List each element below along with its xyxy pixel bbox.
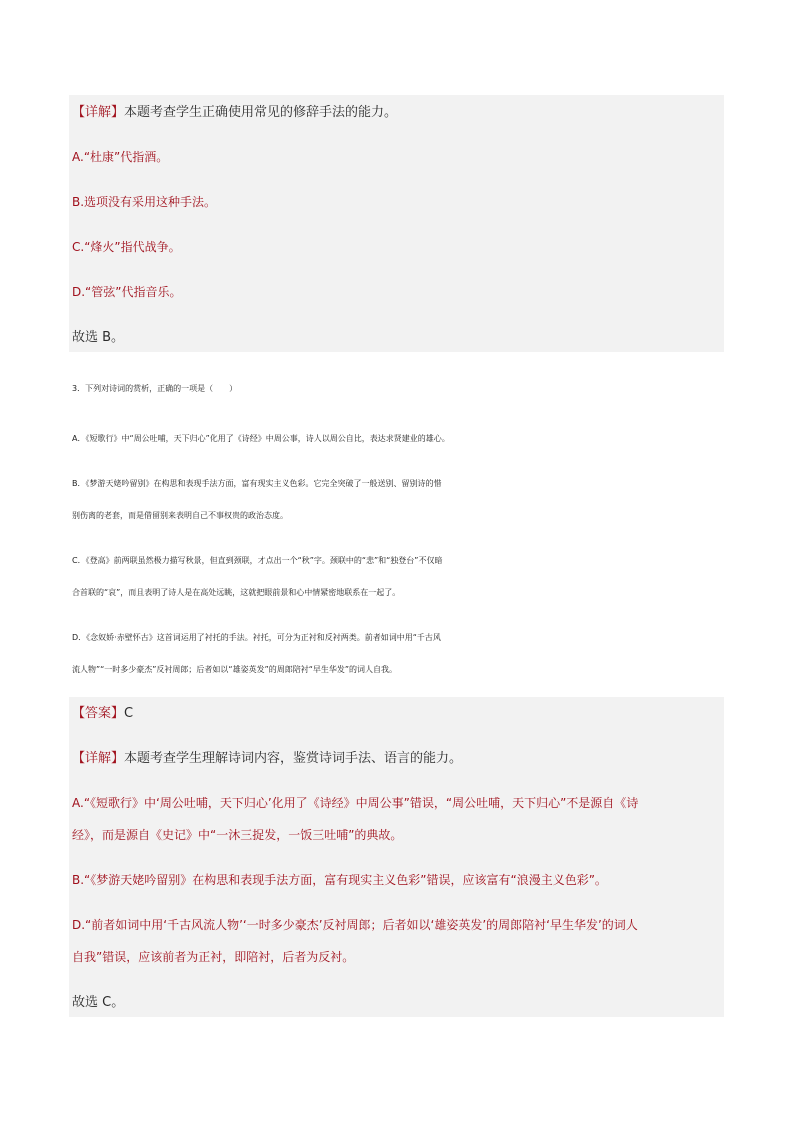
detail-line [72, 751, 720, 766]
explanation-block-1 [69, 95, 724, 352]
conclusion-text: 故选 B。 [72, 330, 125, 345]
answer-tag: 【答案】 [72, 706, 125, 721]
option-c-line-2: 合首联的“哀”，而且表明了诗人是在高处远眺，这就把眼前景和心中情紧密地联系在一起了。 [72, 588, 401, 597]
answer-value: C [124, 706, 134, 721]
detail-text: 本题考查学生正确使用常见的修辞手法的能力。 [124, 105, 398, 120]
explanation-a-line-1: A.“《短歌行》中‘周公吐哺，天下归心’化用了《诗经》中周公事”错误，“周公吐哺，天下归心”不是源自《诗 [72, 796, 639, 810]
option-d-line-1: D．《念奴娇·赤壁怀古》这首词运用了衬托的手法。衬托，可分为正衬和反衬两类。前者如词中用“千古风 [72, 633, 441, 642]
explanation-b-line-1: B.“《梦游天姥吟留别》在构思和表现手法方面，富有现实主义色彩”错误，应该富有“浪漫主义色彩”。 [72, 873, 607, 887]
detail-tag: 【详解】 [72, 751, 125, 766]
explanation-d-line-2: 自我”错误，应该前者为正衬，即陪衬，后者为反衬。 [72, 950, 355, 964]
answer-line [72, 706, 720, 721]
option-b-line-1: B．《梦游天姥吟留别》在构思和表现手法方面，富有现实主义色彩。它完全突破了一般送别、留别诗的惜 [72, 479, 442, 488]
question-stem: 3．下列对诗词的赏析，正确的一项是（ ） [72, 384, 238, 393]
detail-line [72, 105, 720, 120]
explanation-line-d: D.“管弦”代指音乐。 [72, 285, 182, 299]
detail-tag: 【详解】 [72, 105, 125, 120]
option-b-line-2: 别伤离的老套，而是借留别来表明自己不事权贵的政治态度。 [72, 511, 288, 520]
explanation-d-line-1: D.“前者如词中用‘千古风流人物’‘一时多少豪杰’反衬周郎；后者如以‘雄姿英发’的周郎陪衬‘早生华发’的词人 [72, 918, 638, 932]
explanation-line-a: A.“杜康”代指酒。 [72, 150, 169, 164]
explanation-line-c: C.“烽火”指代战争。 [72, 240, 181, 254]
explanation-a-line-2: 经》，而是源自《史记》中“一沐三捉发，一饭三吐哺”的典故。 [72, 828, 403, 842]
conclusion-text: 故选 C。 [72, 995, 125, 1010]
option-d-line-2: 流人物”“一时多少豪杰”反衬周郎；后者如以“雄姿英发”的周郎陪衬“早生华发”的词人自我。 [72, 665, 398, 674]
detail-text: 本题考查学生理解诗词内容，鉴赏诗词手法、语言的能力。 [124, 751, 463, 766]
explanation-block-2 [69, 697, 724, 1017]
explanation-line-b: B.选项没有采用这种手法。 [72, 195, 217, 209]
option-a-line-1: A．《短歌行》中“周公吐哺，天下归心”化用了《诗经》中周公事，诗人以周公自比，表达求贤建业的雄心。 [72, 434, 450, 443]
option-c-line-1: C．《登高》前两联虽然极力描写秋景，但直到颈联，才点出一个“秋”字。颈联中的“悲”和“独登台”不仅暗 [72, 556, 443, 565]
